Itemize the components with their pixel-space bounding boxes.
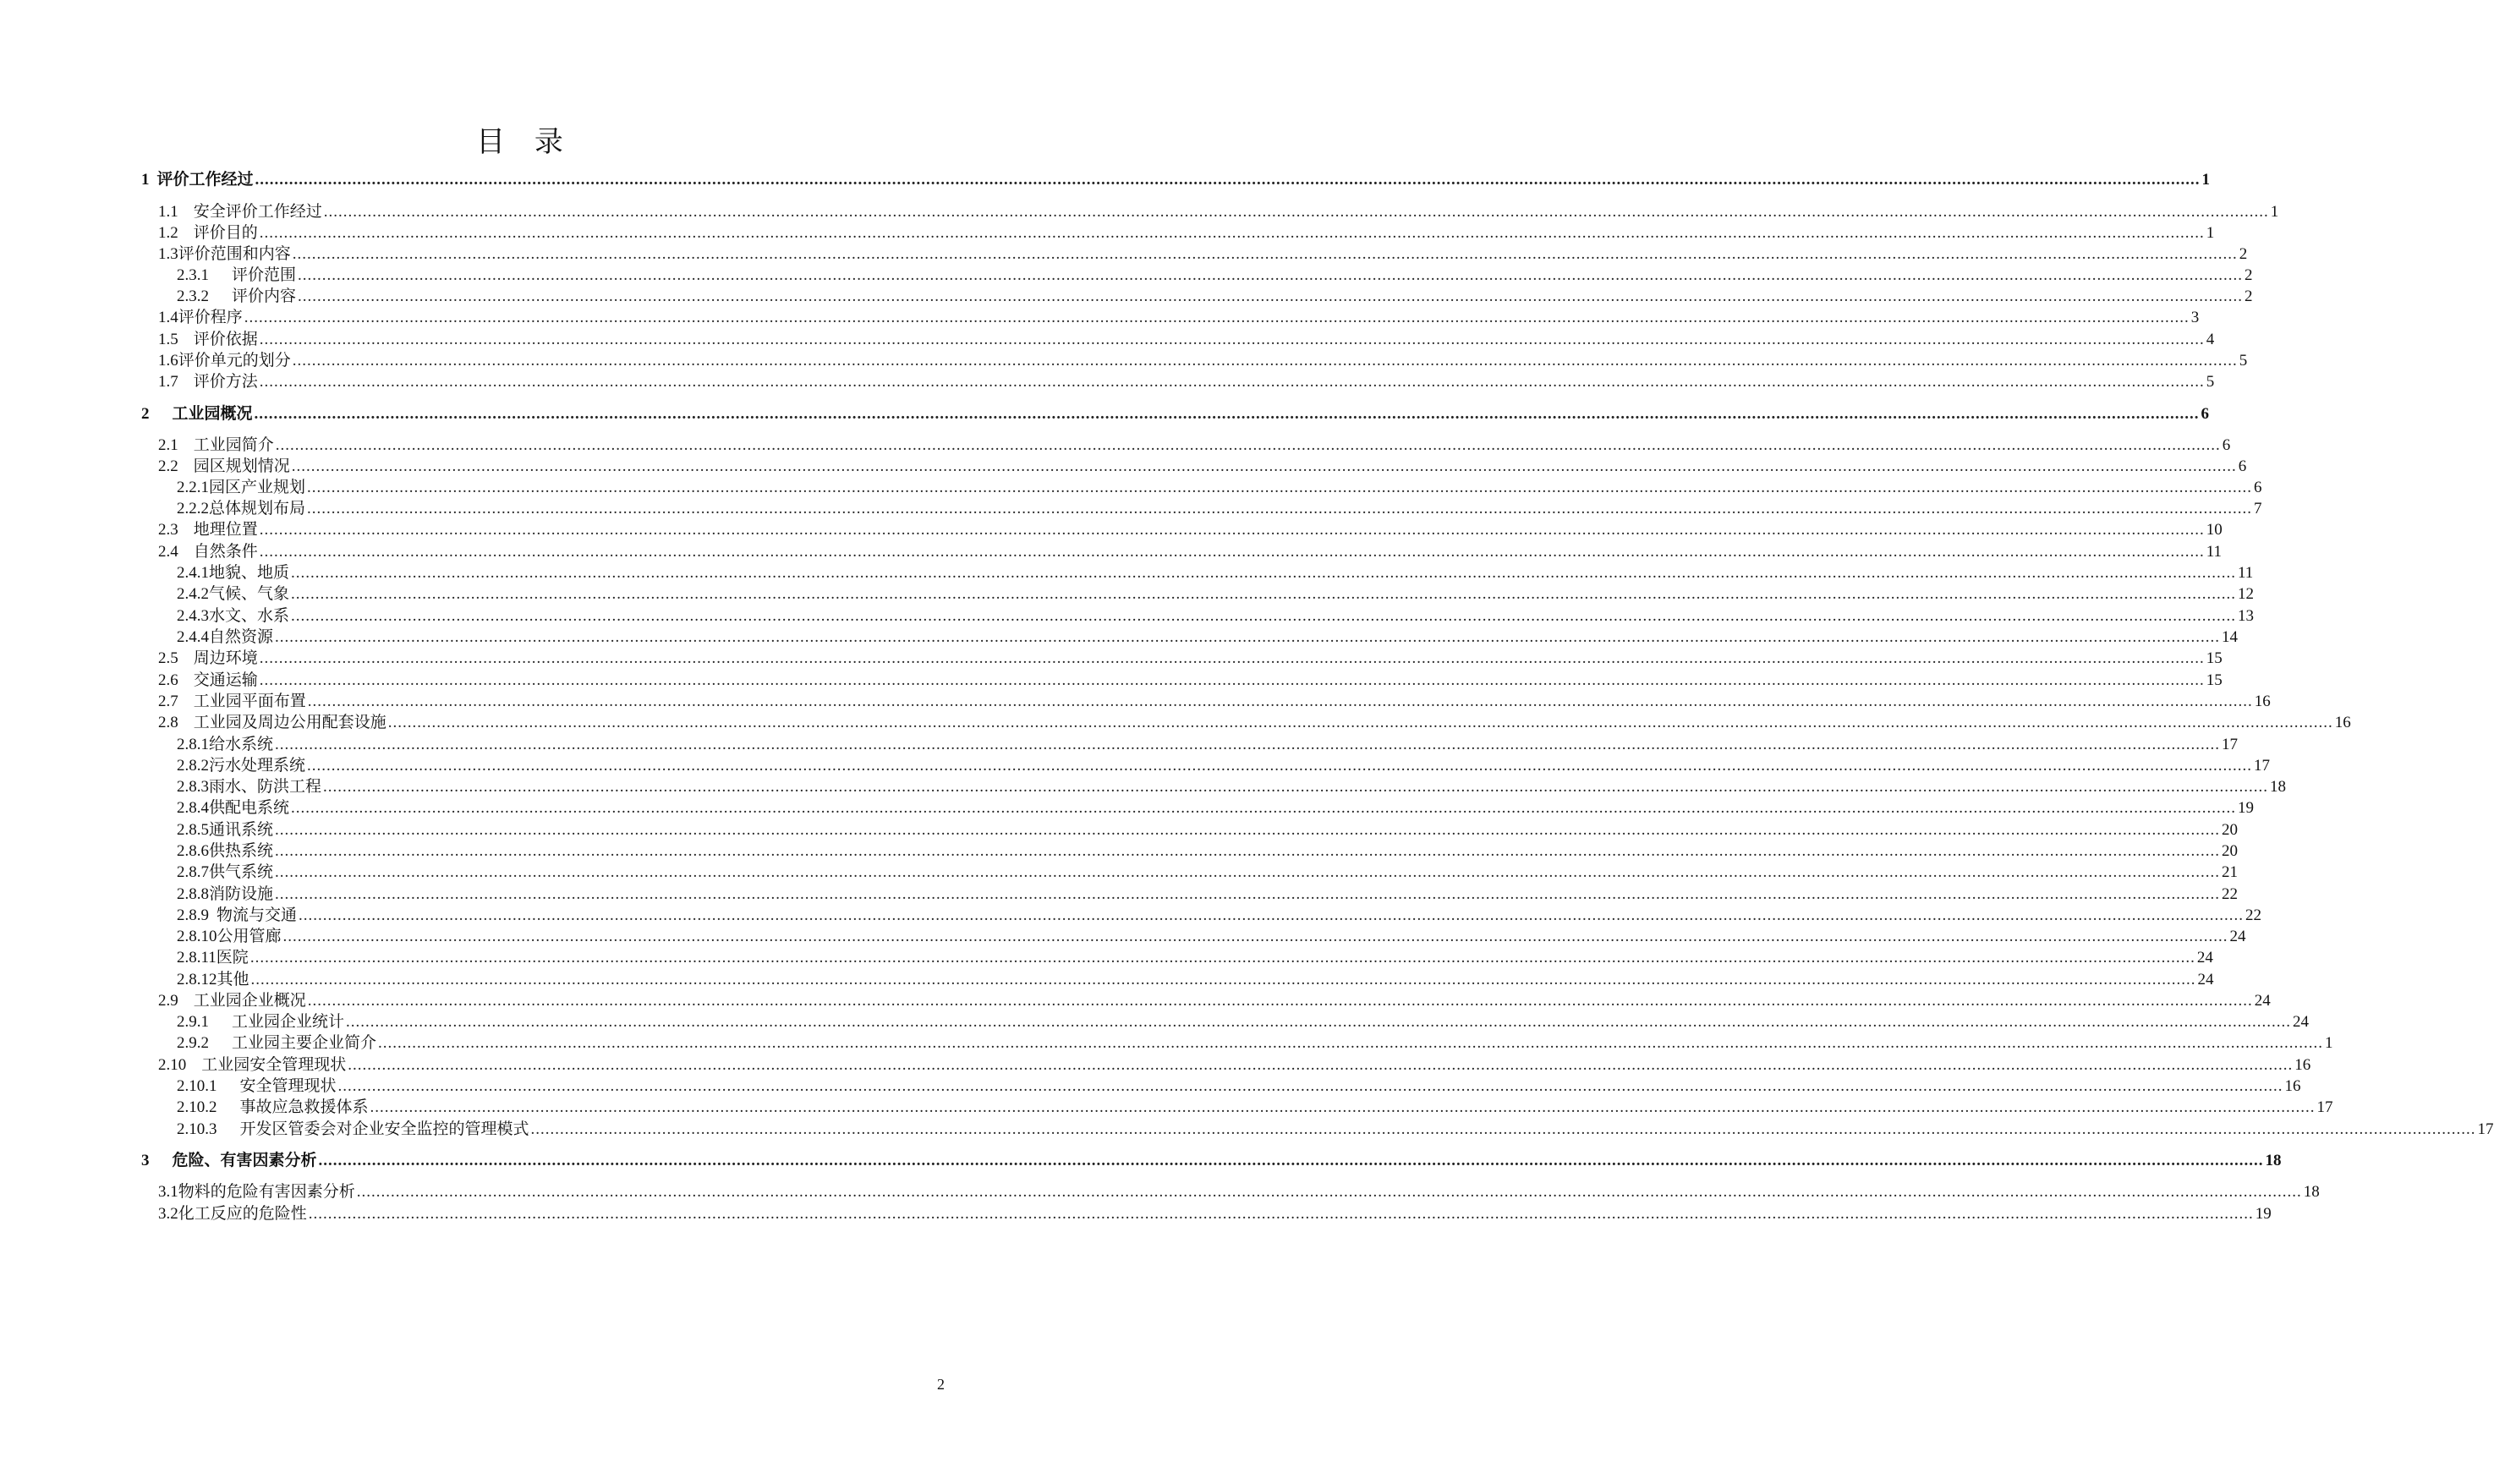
- toc-entry-page: 16: [2294, 1056, 2311, 1074]
- toc-leader-dots: ................................................................................................................................................................................................................................................................................................................................................................................................................: [291, 607, 2237, 625]
- toc-entry-number: 1: [141, 171, 150, 189]
- toc-entry-label: 物流与交通: [217, 906, 298, 924]
- toc-entry-label: 水文、水系: [209, 607, 290, 625]
- toc-leader-dots: ................................................................................................................................................................................................................................................................................................................................................................................................................: [530, 1120, 2476, 1138]
- toc-leader-dots: ................................................................................................................................................................................................................................................................................................................................................................................................................: [250, 971, 2196, 988]
- toc-entry-page: 17: [2254, 757, 2271, 775]
- toc-entry[interactable]: [158, 350, 2248, 372]
- toc-leader-dots: ................................................................................................................................................................................................................................................................................................................................................................................................................: [298, 287, 2244, 305]
- toc-entry-label: 工业园平面布置: [193, 693, 306, 710]
- toc-entry[interactable]: [158, 435, 2231, 457]
- toc-entry[interactable]: [177, 1076, 2301, 1098]
- toc-entry[interactable]: [177, 1097, 2333, 1119]
- toc-leader-dots: ................................................................................................................................................................................................................................................................................................................................................................................................................: [291, 457, 2237, 475]
- toc-leader-dots: ................................................................................................................................................................................................................................................................................................................................................................................................................: [255, 171, 2201, 189]
- toc-leader-dots: ................................................................................................................................................................................................................................................................................................................................................................................................................: [292, 245, 2238, 263]
- toc-entry-number: 2.7: [158, 693, 178, 710]
- toc-entry-number: 1.5: [158, 331, 178, 348]
- toc-entry-page: 18: [2265, 1152, 2282, 1169]
- toc-entry[interactable]: [177, 947, 2213, 969]
- toc-entry-number: 2.8.4: [177, 799, 209, 817]
- toc-entry[interactable]: [177, 562, 2254, 584]
- toc-entry-page: 12: [2238, 585, 2255, 603]
- toc-entry-label: 评价依据: [193, 331, 258, 348]
- toc-entry[interactable]: [177, 265, 2253, 287]
- toc-entry[interactable]: [177, 286, 2253, 308]
- toc-leader-dots: ................................................................................................................................................................................................................................................................................................................................................................................................................: [275, 436, 2221, 454]
- toc-entry-number: 2.2.1: [177, 479, 209, 496]
- toc-leader-dots: ................................................................................................................................................................................................................................................................................................................................................................................................................: [307, 693, 2253, 710]
- toc-entry-number: 2.6: [158, 671, 178, 689]
- toc-entry-number: 2: [141, 405, 150, 423]
- toc-entry[interactable]: [141, 1150, 2282, 1172]
- toc-entry[interactable]: [177, 583, 2255, 605]
- toc-leader-dots: ................................................................................................................................................................................................................................................................................................................................................................................................................: [337, 1077, 2283, 1095]
- toc-entry[interactable]: [158, 541, 2223, 563]
- toc-entry-label: 通讯系统: [209, 821, 274, 839]
- toc-entry-number: 2.8.11: [177, 949, 217, 967]
- toc-leader-dots: ................................................................................................................................................................................................................................................................................................................................................................................................................: [307, 757, 2253, 775]
- toc-leader-dots: ................................................................................................................................................................................................................................................................................................................................................................................................................: [249, 949, 2195, 967]
- toc-entry[interactable]: [177, 905, 2262, 927]
- toc-entry-page: 17: [2316, 1098, 2333, 1116]
- toc-entry-page: 10: [2206, 521, 2223, 539]
- toc-entry[interactable]: [177, 755, 2271, 777]
- toc-entry-label: 消防设施: [209, 885, 274, 903]
- toc-entry[interactable]: [158, 307, 2200, 329]
- toc-entry-number: 2.2.2: [177, 500, 209, 517]
- toc-entry-page: 6: [2254, 479, 2262, 496]
- toc-leader-dots: ................................................................................................................................................................................................................................................................................................................................................................................................................: [323, 778, 2269, 796]
- toc-entry-number: 3: [141, 1152, 150, 1169]
- toc-leader-dots: ................................................................................................................................................................................................................................................................................................................................................................................................................: [259, 649, 2205, 667]
- toc-leader-dots: ................................................................................................................................................................................................................................................................................................................................................................................................................: [275, 885, 2221, 903]
- toc-entry-label: 园区产业规划: [209, 479, 306, 496]
- toc-entry-page: 2: [2239, 245, 2248, 263]
- toc-entry[interactable]: [158, 222, 2215, 244]
- toc-entry-number: 2.4: [158, 543, 178, 561]
- toc-entry[interactable]: [177, 605, 2255, 627]
- toc-entry-label: 地貌、地质: [209, 564, 290, 582]
- toc-entry-label: 气候、气象: [209, 585, 290, 603]
- toc-entry[interactable]: [177, 734, 2239, 756]
- toc-entry[interactable]: [158, 1054, 2311, 1076]
- toc-entry-number: 2.10.2: [177, 1098, 217, 1116]
- toc-entry-page: 16: [2284, 1077, 2301, 1095]
- toc-entry-number: 3.1: [158, 1183, 178, 1201]
- toc-entry-label: 评价工作经过: [156, 171, 254, 189]
- toc-entry-label: 工业园及周边公用配套设施: [193, 714, 386, 731]
- toc-entry[interactable]: [177, 841, 2239, 862]
- toc-entry-page: 6: [2222, 436, 2231, 454]
- toc-entry-number: 2.9.1: [177, 1013, 209, 1031]
- toc-entry[interactable]: [158, 244, 2248, 266]
- toc-entry-label: 地理位置: [193, 521, 258, 539]
- toc-entry-label: 周边环境: [193, 649, 258, 667]
- toc-entry-page: 5: [2239, 352, 2248, 370]
- toc-entry[interactable]: [158, 990, 2271, 1012]
- toc-entry-label: 评价单元的划分: [178, 352, 291, 370]
- toc-entry-number: 1.4: [158, 309, 178, 326]
- toc-leader-dots: ................................................................................................................................................................................................................................................................................................................................................................................................................: [259, 373, 2205, 391]
- toc-entry-page: 24: [2293, 1013, 2310, 1031]
- toc-entry-page: 18: [2270, 778, 2287, 796]
- toc-entry-page: 20: [2222, 821, 2239, 839]
- toc-entry-page: 19: [2238, 799, 2255, 817]
- toc-entry[interactable]: [158, 201, 2279, 223]
- toc-entry-label: 安全评价工作经过: [193, 203, 322, 221]
- toc-entry-page: 2: [2245, 287, 2253, 305]
- toc-entry[interactable]: [177, 477, 2262, 499]
- toc-entry-page: 24: [2197, 971, 2214, 988]
- toc-leader-dots: ................................................................................................................................................................................................................................................................................................................................................................................................................: [348, 1056, 2294, 1074]
- toc-entry-page: 2: [2245, 266, 2253, 284]
- toc-entry-number: 2.5: [158, 649, 178, 667]
- toc-entry-label: 评价程序: [178, 309, 243, 326]
- toc-entry[interactable]: [177, 627, 2239, 649]
- toc-entry-page: 24: [2254, 992, 2271, 1010]
- toc-entry-page: 7: [2254, 500, 2262, 517]
- toc-entry-number: 1.1: [158, 203, 178, 221]
- toc-leader-dots: ................................................................................................................................................................................................................................................................................................................................................................................................................: [275, 821, 2221, 839]
- toc-entry[interactable]: [177, 819, 2239, 841]
- toc-entry-page: 13: [2238, 607, 2255, 625]
- toc-leader-dots: ................................................................................................................................................................................................................................................................................................................................................................................................................: [307, 500, 2253, 517]
- toc-entry-page: 24: [2229, 928, 2246, 945]
- toc-entry-number: 2.8.2: [177, 757, 209, 775]
- toc-entry[interactable]: [177, 1011, 2310, 1033]
- toc-entry-label: 物料的危险有害因素分析: [178, 1183, 355, 1201]
- toc-entry-number: 3.2: [158, 1205, 178, 1223]
- toc-entry-page: 24: [2196, 949, 2213, 967]
- toc-entry[interactable]: [177, 1119, 2494, 1141]
- toc-entry-page: 5: [2206, 373, 2215, 391]
- toc-leader-dots: ................................................................................................................................................................................................................................................................................................................................................................................................................: [307, 992, 2253, 1010]
- toc-leader-dots: ................................................................................................................................................................................................................................................................................................................................................................................................................: [259, 543, 2205, 561]
- toc-entry-label: 其他: [217, 971, 249, 988]
- toc-entry-page: 16: [2254, 693, 2271, 710]
- toc-entry[interactable]: [177, 862, 2239, 884]
- toc-entry-number: 2.4.2: [177, 585, 209, 603]
- toc-entry-page: 6: [2238, 457, 2247, 475]
- toc-entry-label: 工业园企业统计: [232, 1013, 345, 1031]
- toc-entry[interactable]: [158, 1181, 2320, 1203]
- toc-entry-number: 2.2: [158, 457, 178, 475]
- toc-entry-number: 2.8.3: [177, 778, 209, 796]
- toc-entry-number: 2.10.3: [177, 1120, 217, 1138]
- toc-entry-number: 2.1: [158, 436, 178, 454]
- page-number: 2: [937, 1376, 945, 1393]
- toc-entry-label: 供热系统: [209, 842, 274, 860]
- toc-leader-dots: ................................................................................................................................................................................................................................................................................................................................................................................................................: [259, 521, 2205, 539]
- toc-leader-dots: ................................................................................................................................................................................................................................................................................................................................................................................................................: [378, 1034, 2324, 1052]
- toc-entry[interactable]: [141, 169, 2211, 191]
- toc-entry-page: 1: [2201, 171, 2211, 189]
- toc-entry-label: 危险、有害因素分析: [172, 1152, 317, 1169]
- toc-entry-number: 2.8: [158, 714, 178, 731]
- toc-entry-number: 2.8.10: [177, 928, 217, 945]
- toc-entry-label: 工业园主要企业简介: [232, 1034, 377, 1052]
- toc-entry-page: 19: [2255, 1205, 2272, 1223]
- toc-leader-dots: ................................................................................................................................................................................................................................................................................................................................................................................................................: [275, 842, 2221, 860]
- toc-entry[interactable]: [177, 969, 2214, 991]
- toc-entry-number: 1.3: [158, 245, 178, 263]
- toc-entry[interactable]: [158, 691, 2271, 713]
- toc-entry-page: 11: [2206, 543, 2223, 561]
- toc-leader-dots: ................................................................................................................................................................................................................................................................................................................................................................................................................: [323, 203, 2269, 221]
- toc-entry-label: 交通运输: [193, 671, 258, 689]
- toc-entry[interactable]: [158, 670, 2223, 692]
- toc-entry-number: 1.2: [158, 224, 178, 242]
- toc-entry-number: 2.3: [158, 521, 178, 539]
- toc-entry-number: 2.9: [158, 992, 178, 1010]
- toc-entry-number: 2.3.2: [177, 287, 209, 305]
- toc-leader-dots: ................................................................................................................................................................................................................................................................................................................................................................................................................: [275, 628, 2221, 646]
- toc-entry-label: 自然条件: [193, 543, 258, 561]
- toc-entry-number: 2.8.6: [177, 842, 209, 860]
- toc-entry-number: 2.8.1: [177, 736, 209, 753]
- toc-entry-number: 2.8.9: [177, 906, 209, 924]
- toc-entry-page: 15: [2206, 649, 2223, 667]
- toc-entry-label: 自然资源: [209, 628, 274, 646]
- toc-leader-dots: ................................................................................................................................................................................................................................................................................................................................................................................................................: [291, 564, 2237, 582]
- toc-entry-page: 4: [2206, 331, 2215, 348]
- toc-leader-dots: ................................................................................................................................................................................................................................................................................................................................................................................................................: [307, 479, 2253, 496]
- toc-entry-number: 2.8.12: [177, 971, 217, 988]
- toc-leader-dots: ................................................................................................................................................................................................................................................................................................................................................................................................................: [291, 799, 2237, 817]
- toc-leader-dots: ................................................................................................................................................................................................................................................................................................................................................................................................................: [282, 928, 2228, 945]
- toc-entry-page: 18: [2303, 1183, 2320, 1201]
- toc-entry-page: 3: [2190, 309, 2200, 326]
- toc-entry[interactable]: [141, 403, 2210, 425]
- toc-entry-label: 化工反应的危险性: [178, 1205, 307, 1223]
- toc-leader-dots: ................................................................................................................................................................................................................................................................................................................................................................................................................: [318, 1152, 2264, 1169]
- toc-entry-label: 公用管廊: [217, 928, 282, 945]
- toc-entry[interactable]: [158, 456, 2247, 478]
- toc-entry-label: 评价范围: [232, 266, 297, 284]
- toc-entry[interactable]: [158, 1203, 2272, 1225]
- toc-entry-label: 供气系统: [209, 863, 274, 881]
- toc-leader-dots: ................................................................................................................................................................................................................................................................................................................................................................................................................: [244, 309, 2190, 326]
- toc-entry-number: 2.8.7: [177, 863, 209, 881]
- toc-entry-number: 2.8.8: [177, 885, 209, 903]
- toc-entry-label: 安全管理现状: [239, 1077, 337, 1095]
- toc-entry[interactable]: [158, 329, 2215, 351]
- toc-entry-number: 2.10.1: [177, 1077, 217, 1095]
- toc-entry-label: 总体规划布局: [209, 500, 306, 517]
- toc-entry-page: 1: [2325, 1034, 2333, 1052]
- toc-entry-number: 2.3.1: [177, 266, 209, 284]
- toc-entry-page: 22: [2245, 906, 2262, 924]
- toc-entry-page: 16: [2334, 714, 2351, 731]
- toc-entry-label: 工业园概况: [172, 405, 253, 423]
- toc-entry-label: 评价方法: [193, 373, 258, 391]
- toc-entry-page: 11: [2238, 564, 2254, 582]
- toc-entry[interactable]: [177, 776, 2287, 798]
- toc-entry-label: 评价范围和内容: [178, 245, 291, 263]
- toc-entry-label: 评价目的: [193, 224, 258, 242]
- toc-leader-dots: ................................................................................................................................................................................................................................................................................................................................................................................................................: [308, 1205, 2254, 1223]
- toc-entry-label: 医院: [216, 949, 249, 967]
- toc-entry-label: 给水系统: [209, 736, 274, 753]
- toc-leader-dots: ................................................................................................................................................................................................................................................................................................................................................................................................................: [370, 1098, 2316, 1116]
- toc-leader-dots: ................................................................................................................................................................................................................................................................................................................................................................................................................: [292, 352, 2238, 370]
- toc-leader-dots: ................................................................................................................................................................................................................................................................................................................................................................................................................: [275, 736, 2221, 753]
- toc-leader-dots: ................................................................................................................................................................................................................................................................................................................................................................................................................: [254, 405, 2200, 423]
- toc-entry-label: 事故应急救援体系: [239, 1098, 369, 1116]
- toc-entry-page: 1: [2270, 203, 2279, 221]
- toc-entry-label: 工业园企业概况: [193, 992, 306, 1010]
- toc-entry-label: 污水处理系统: [209, 757, 306, 775]
- toc-entry[interactable]: [177, 1032, 2333, 1054]
- toc-entry-label: 工业园简介: [193, 436, 274, 454]
- toc-entry-page: 20: [2222, 842, 2239, 860]
- toc-leader-dots: ................................................................................................................................................................................................................................................................................................................................................................................................................: [275, 863, 2221, 881]
- toc-entry-page: 1: [2206, 224, 2215, 242]
- toc-entry-page: 21: [2222, 863, 2239, 881]
- toc-entry[interactable]: [158, 519, 2223, 541]
- toc-entry-page: 14: [2222, 628, 2239, 646]
- toc-entry-number: 1.6: [158, 352, 178, 370]
- toc-leader-dots: ................................................................................................................................................................................................................................................................................................................................................................................................................: [387, 714, 2333, 731]
- toc-entry[interactable]: [177, 926, 2246, 948]
- toc-entry[interactable]: [177, 884, 2239, 906]
- toc-title: 目 录: [476, 125, 573, 159]
- toc-entry[interactable]: [177, 797, 2255, 819]
- toc-leader-dots: ................................................................................................................................................................................................................................................................................................................................................................................................................: [299, 906, 2245, 924]
- toc-entry-number: 2.4.1: [177, 564, 209, 582]
- toc-entry-label: 雨水、防洪工程: [209, 778, 322, 796]
- toc-leader-dots: ................................................................................................................................................................................................................................................................................................................................................................................................................: [298, 266, 2244, 284]
- toc-entry-number: 2.9.2: [177, 1034, 209, 1052]
- toc-leader-dots: ................................................................................................................................................................................................................................................................................................................................................................................................................: [259, 671, 2205, 689]
- toc-entry-page: 17: [2222, 736, 2239, 753]
- toc-entry-number: 2.4.3: [177, 607, 209, 625]
- toc-entry[interactable]: [158, 712, 2351, 734]
- toc-entry-number: 1.7: [158, 373, 178, 391]
- toc-entry[interactable]: [158, 648, 2223, 670]
- toc-entry-page: 17: [2477, 1120, 2494, 1138]
- toc-leader-dots: ................................................................................................................................................................................................................................................................................................................................................................................................................: [291, 585, 2237, 603]
- toc-entry-page: 22: [2222, 885, 2239, 903]
- toc-entry-number: 2.8.5: [177, 821, 209, 839]
- toc-entry-label: 工业园安全管理现状: [201, 1056, 347, 1074]
- toc-entry-number: 2.4.4: [177, 628, 209, 646]
- toc-entry-label: 评价内容: [232, 287, 297, 305]
- toc-leader-dots: ................................................................................................................................................................................................................................................................................................................................................................................................................: [259, 224, 2205, 242]
- toc-entry-number: 2.10: [158, 1056, 187, 1074]
- toc-entry-page: 6: [2201, 405, 2210, 423]
- toc-entry-label: 园区规划情况: [193, 457, 290, 475]
- toc-entry-page: 15: [2206, 671, 2223, 689]
- toc-entry[interactable]: [177, 498, 2262, 520]
- toc-leader-dots: ................................................................................................................................................................................................................................................................................................................................................................................................................: [259, 331, 2205, 348]
- toc-leader-dots: ................................................................................................................................................................................................................................................................................................................................................................................................................: [346, 1013, 2292, 1031]
- toc-entry-label: 开发区管委会对企业安全监控的管理模式: [239, 1120, 529, 1138]
- toc-entry-label: 供配电系统: [209, 799, 290, 817]
- toc-leader-dots: ................................................................................................................................................................................................................................................................................................................................................................................................................: [356, 1183, 2302, 1201]
- toc-entry[interactable]: [158, 371, 2215, 393]
